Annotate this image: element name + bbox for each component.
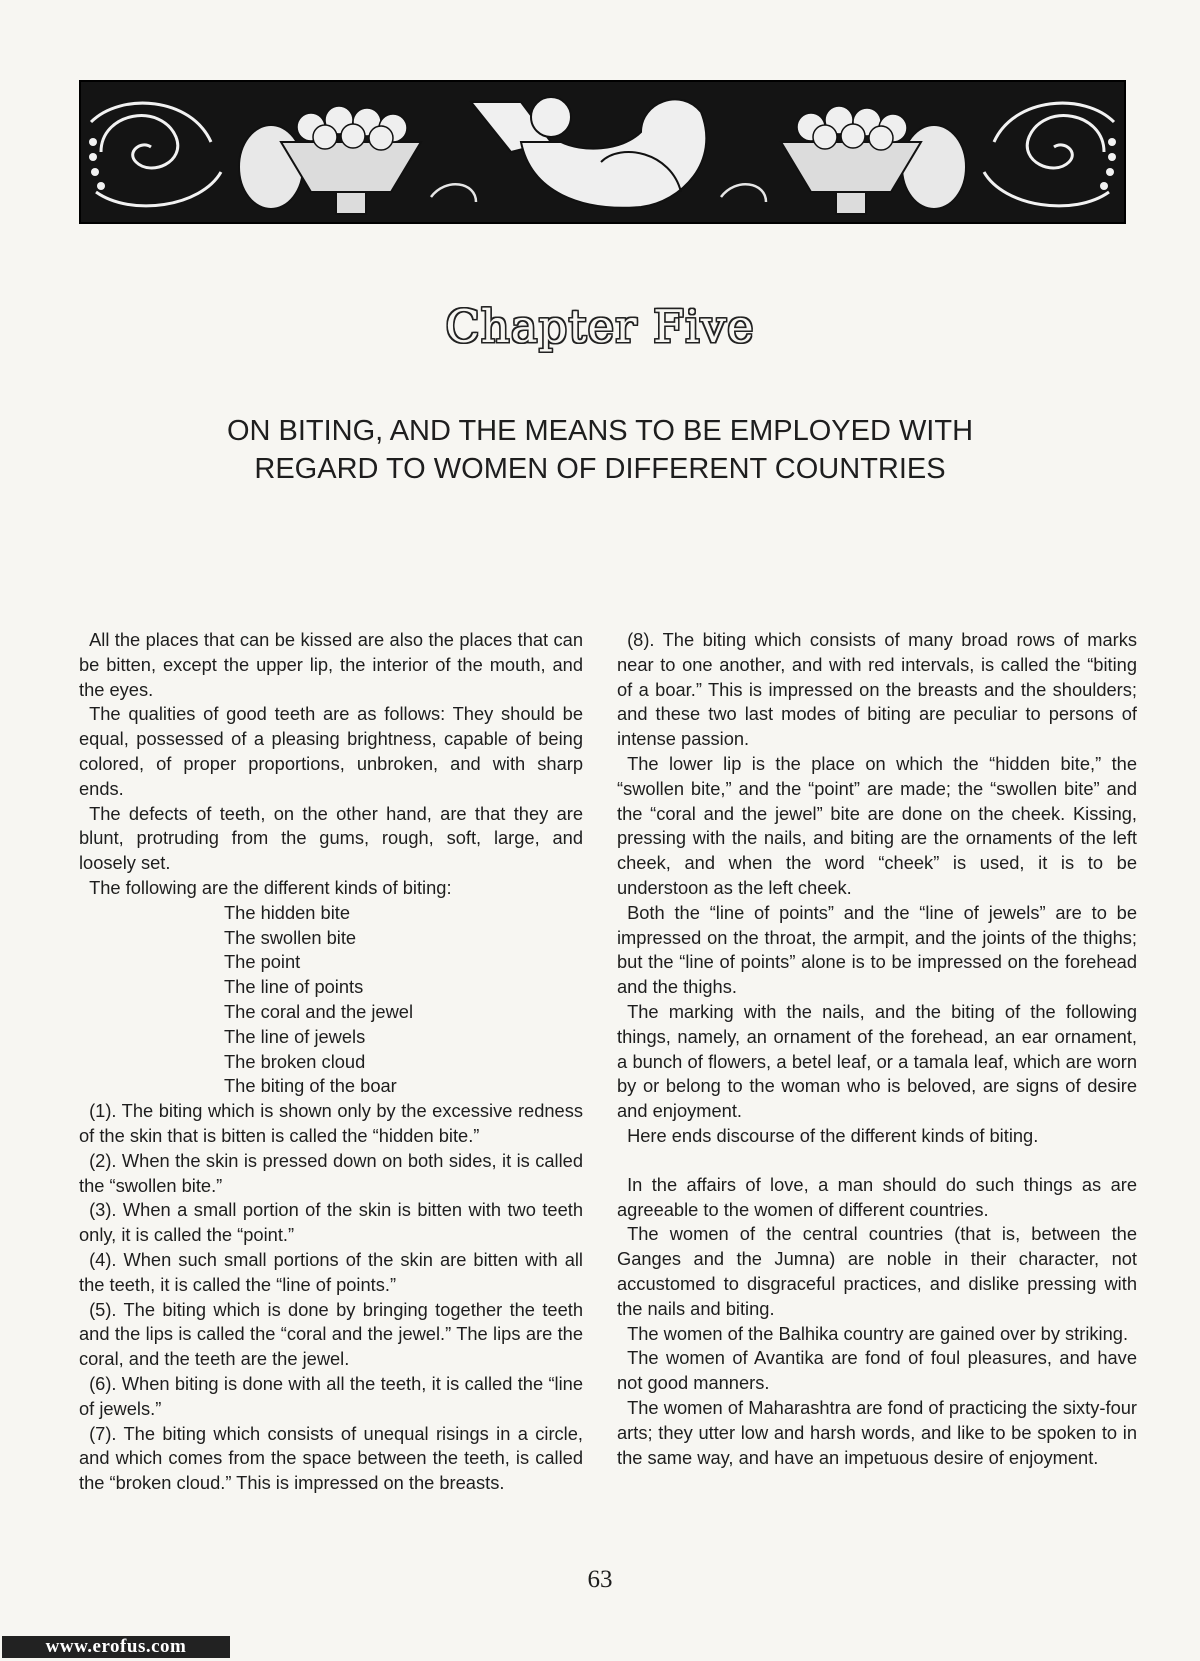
decorative-banner-illustration [79, 80, 1126, 224]
banner-ornament [81, 82, 1124, 222]
paragraph: The following are the different kinds of biting: [89, 876, 452, 898]
paragraph: (3). When a small portion of the skin is bitten with two teeth only, it is called the “point.” [79, 1199, 583, 1246]
list-item: The coral and the jewel [224, 1000, 414, 1022]
paragraph: The women of the central countries (that is, between the Ganges and the Jumna) are noble in their character, not accustomed to disgraceful practices, and dislike pressing with the nails and biting. [617, 1223, 1137, 1319]
left-text-column [79, 628, 583, 1496]
paragraph: The marking with the nails, and the biting of the following things, namely, an ornament of the forehead, an ear ornament, a bunch of flowers, a betel leaf, or a tamala leaf, which are worn by or belong to the woman who is beloved, are signs of desire and enjoyment. [617, 1000, 1137, 1122]
paragraph: The women of the Balhika country are gained over by striking. [627, 1322, 1129, 1344]
chapter-subtitle [100, 412, 1100, 488]
paragraph: (5). The biting which is done by bringing together the teeth and the lips is called the “coral and the jewel.” The lips are the coral, and the teeth are the jewel. [79, 1298, 583, 1370]
paragraph: The defects of teeth, on the other hand, are that they are blunt, protruding from the gums, rough, soft, large, and loosely set. [79, 802, 583, 874]
paragraph: (2). When the skin is pressed down on both sides, it is called the “swollen bite.” [79, 1149, 583, 1196]
paragraph: (4). When such small portions of the skin are bitten with all the teeth, it is called the “line of points.” [79, 1248, 583, 1295]
paragraph: (8). The biting which consists of many broad rows of marks near to one another, and with red intervals, is called the “biting of a boar.” This is impressed on the breasts and the shoulders; and these two last modes of biting are peculiar to persons of intense passion. [617, 629, 1137, 750]
right-text-column [617, 628, 1137, 1470]
list-item: The swollen bite [224, 926, 357, 948]
paragraph: The qualities of good teeth are as follows: They should be equal, possessed of a pleasing brightness, capable of being colored, of proper proportions, unbroken, and with sharp ends. [79, 703, 583, 799]
paragraph: Both the “line of points” and the “line of jewels” are to be impressed on the throat, the armpit, and the joints of the thighs; but the “line of points” alone is to be impressed on the forehead and the thighs. [617, 901, 1137, 998]
paragraph: In the affairs of love, a man should do such things as are agreeable to the women of different countries. [617, 1173, 1137, 1220]
biting-kinds-list [79, 901, 583, 1099]
paragraph: The lower lip is the place on which the “hidden bite,” the “swollen bite,” and the “point” are made; the “swollen bite” and the “coral and the jewel” bite are done on the cheek. Kissing, pressing with the nails, and biting are the ornaments of the left cheek, and when the word “cheek” is used, it is to be understoon as the left cheek. [617, 752, 1137, 898]
paragraph: The women of Avantika are fond of foul pleasures, and have not good manners. [617, 1347, 1137, 1394]
paragraph: (7). The biting which consists of unequal risings in a circle, and which comes from the space between the teeth, is called the “broken cloud.” This is impressed on the breasts. [79, 1422, 583, 1494]
paragraph: Here ends discourse of the different kinds of biting. [627, 1124, 1039, 1146]
list-item: The point [224, 951, 301, 973]
list-item: The hidden bite [224, 901, 351, 923]
subtitle-line-1: ON BITING, AND THE MEANS TO BE EMPLOYED WITH [226, 415, 974, 447]
list-item: The biting of the boar [224, 1075, 397, 1097]
paragraph: (6). When biting is done with all the teeth, it is called the “line of jewels.” [79, 1372, 583, 1419]
watermark-label: www.erofus.com [2, 1636, 230, 1658]
subtitle-line-2: REGARD TO WOMEN OF DIFFERENT COUNTRIES [254, 453, 946, 485]
paragraph: The women of Maharashtra are fond of practicing the sixty-four arts; they utter low and harsh words, and like to be spoken to in the same way, and have an impetuous desire of enjoyment. [617, 1396, 1137, 1468]
chapter-title: Chapter Five [445, 300, 755, 353]
paragraph: All the places that can be kissed are also the places that can be bitten, except the upper lip, the interior of the mouth, and the eyes. [79, 629, 583, 700]
list-item: The line of jewels [224, 1025, 366, 1047]
page-number: 63 [587, 1566, 613, 1593]
list-item: The broken cloud [224, 1050, 366, 1072]
paragraph: (1). The biting which is shown only by the excessive redness of the skin that is bitten is called the “hidden bite.” [79, 1100, 583, 1146]
list-item: The line of points [224, 976, 364, 998]
